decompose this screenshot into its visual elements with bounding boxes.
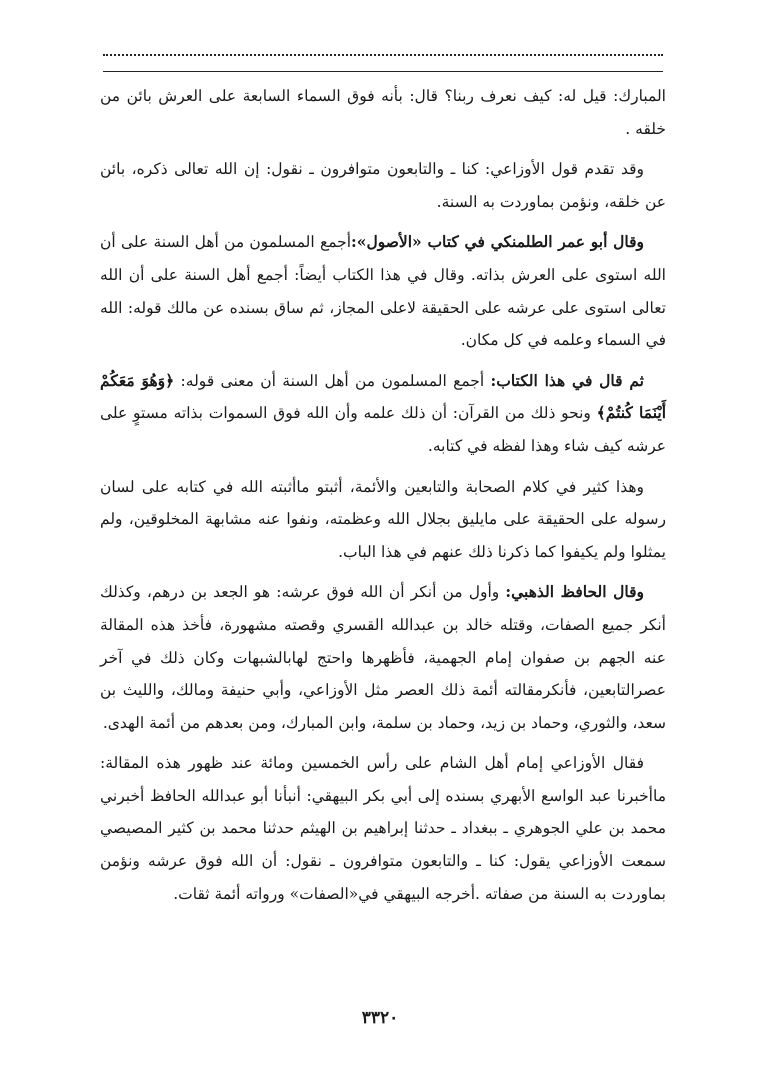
bold-text-run: ﴿وَهُوَ مَعَكُمْ أَيْنَمَا كُنتُمْ﴾ [100,370,666,423]
text-run: أجمع المسلمون من أهل السنة على أن الله استوى على العرش بذاته. وقال في هذا الكتاب أيضاً: أجمع أهل السنة على أن الله تعالى استوى على عرشه على الحقيقة لاعلى المجاز، ثم ساق بسنده عن مالك قوله: الله في السماء وعلمه في كل مكان. [100,233,666,350]
paragraph [100,747,666,910]
paragraph [100,576,666,739]
paragraph [100,226,666,356]
bold-text-run: ثم قال في هذا الكتاب: [490,370,644,390]
bold-text-run: وقال أبو عمر الطلمنكي في كتاب «الأصول»: [351,232,644,252]
text-run: ونحو ذلك من القرآن: أن ذلك علمه وأن الله فوق السموات بذاته مستوٍ على عرشه كيف شاء وهذا لفظه في كتابه. [100,404,666,455]
text-run: فقال الأوزاعي إمام أهل الشام على رأس الخمسين ومائة عند ظهور هذه المقالة: ماأخبرنا عبد الواسع الأبهري بسنده إلى أبي بكر البيهقي: أنبأنا أبو عبدالله الحافظ أخبرني محمد بن علي الجوهري ـ ببغداد ـ حدثنا إبراهيم بن الهيثم حدثنا محمد بن كثير المصيصي سمعت الأوزاعي يقول: كنا ـ والتابعون متوافرون ـ نقول: أن الله فوق عرشه ونؤمن بماوردت به السنة من صفاته .أخرجه البيهقي في«الصفات» ورواته أئمة ثقات. [100,754,666,903]
paragraph [100,471,666,569]
paragraph [100,153,666,218]
page-number: ٣٣٢٠ [361,1008,399,1028]
text-run: وقد تقدم قول الأوزاعي: كنا ـ والتابعون متوافرون ـ نقول: إن الله تعالى ذكره، بائن عن خلقه، ونؤمن بماوردت به السنة. [100,160,666,211]
paragraph [100,80,666,145]
header-solid-rule [103,71,663,72]
text-run: المبارك: قيل له: كيف نعرف ربنا؟ قال: بأنه فوق السماء السابعة على العرش بائن من خلقه . [100,87,666,138]
text-run: أجمع المسلمون من أهل السنة أن معنى قوله: [174,371,491,390]
paragraph [100,365,666,463]
header-dotted-rule [103,54,663,56]
text-run: وهذا كثير في كلام الصحابة والتابعين والأئمة، أثبتو ماأثبته الله في كتابه على لسان رسوله على الحقيقة على مايليق بجلال الله وعظمته، ونفوا عنه مشابهة المخلوقين، ولم يمثلوا ولم يكيفوا كما ذكرنا ذلك عنهم في هذا الباب. [100,477,666,561]
text-run: وأول من أنكر أن الله فوق عرشه: هو الجعد بن درهم، وكذلك أنكر جميع الصفات، وقتله خالد بن عبدالله القسري وقصته مشهورة، فأخذ هذه المقالة عنه الجهم بن صفوان إمام الجهمية، فأظهرها واحتج لهابالشبهات وكان ذلك في آخر عصرالتابعين، فأنكرمقالته أئمة ذلك العصر مثل الأوزاعي، وأبي حنيفة ومالك، والليث بن سعد، والثوري، وحماد بن زيد، وحماد بن سلمة، وابن المبارك، ومن بعدهم من أئمة الهدى. [100,583,666,732]
bold-text-run: وقال الحافظ الذهبي: [505,582,644,602]
page-body-text [100,80,666,918]
